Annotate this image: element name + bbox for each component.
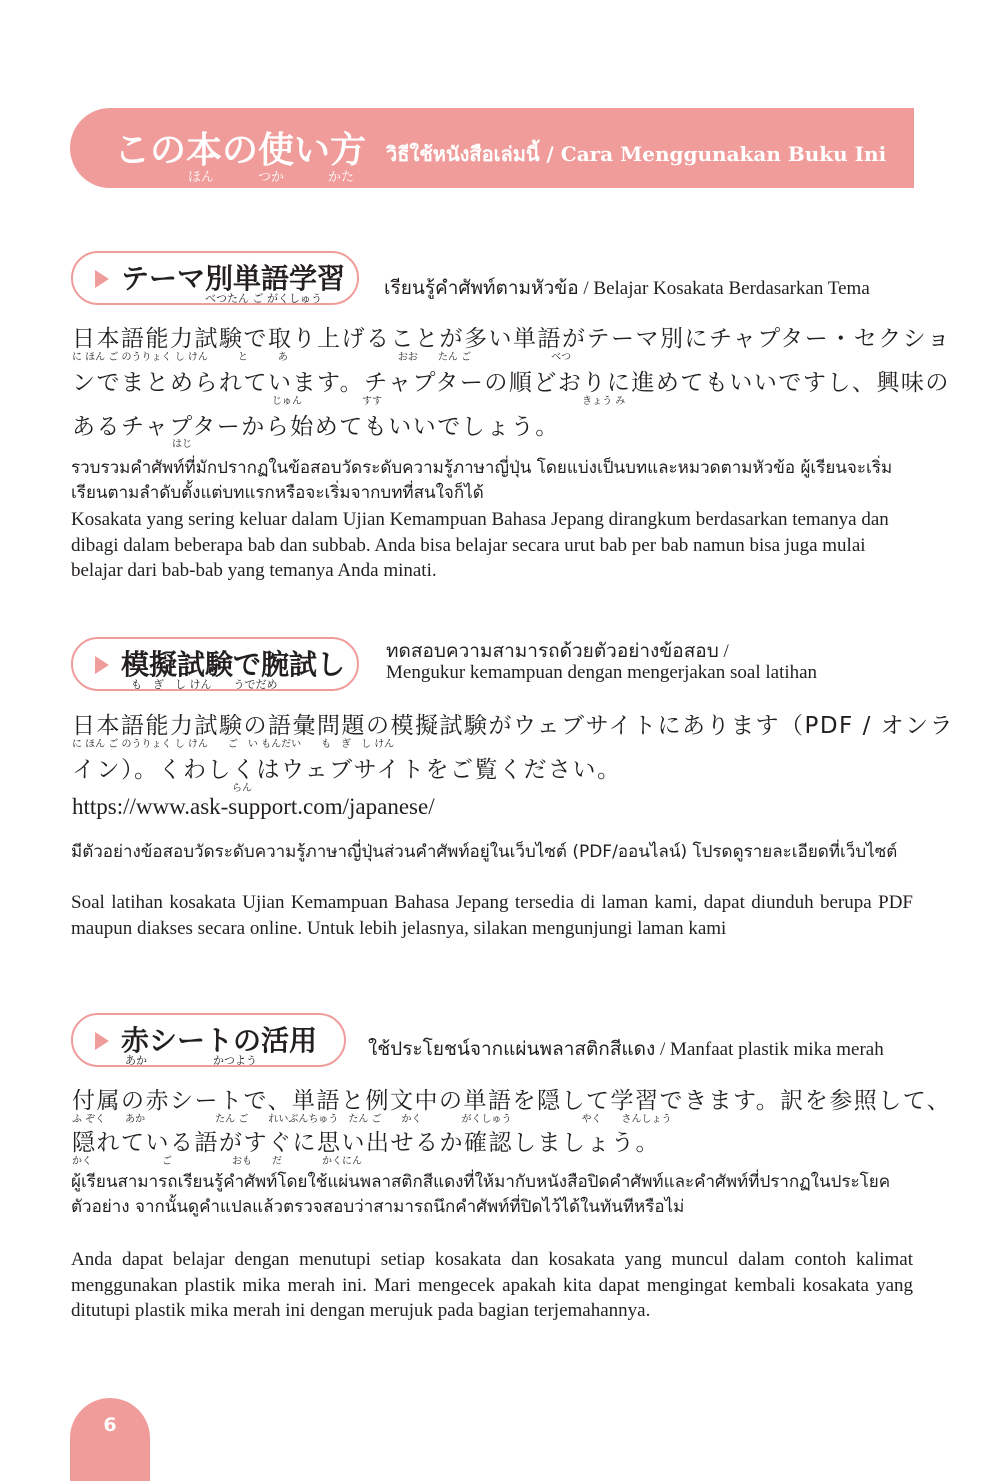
section-title: テーマ別単語学習: [121, 262, 346, 295]
jp-ruby-line: らん: [72, 783, 252, 794]
jp-ruby-line: かく ご おも だ かくにん: [72, 1156, 362, 1167]
triangle-bullet-icon: [95, 656, 109, 674]
section-title-ruby: べつたん ご がくしゅう: [205, 292, 322, 305]
title-ruby: かた: [328, 170, 355, 185]
title-ruby: つか: [258, 170, 285, 185]
jp-text-line: あるチャプターから始めてもいいでしょう。: [72, 414, 560, 440]
indonesian-paragraph: Kosakata yang sering keluar dalam Ujian Kemampuan Bahasa Jepang dirangkum berdasarkan temanya dan dibagi dalam beberapa bab dan subbab. Anda bisa belajar secara urut bab per bab namun bisa juga mulai belajar dari bab-bab yang temanya Anda minati.: [71, 509, 889, 581]
section-title: 模擬試験で腕試し: [121, 648, 346, 681]
indonesian-paragraph: Soal latihan kosakata Ujian Kemampuan Bahasa Jepang tersedia di laman kami, dapat diunduh berupa PDF maupun diakses secara online. Untuk lebih jelasnya, silakan mengunjungi laman kami: [71, 892, 913, 939]
page-subtitle: วิธีใช้หนังสือเล่มนี้ / Cara Menggunakan Buku Ini: [386, 142, 887, 166]
indonesian-paragraph: Anda dapat belajar dengan menutupi setiap kosakata dan kosakata yang muncul dalam contoh kalimat menggunakan plastik mika merah ini. Mari mengecek apakah kita dapat mengingat kembali kosakata yang ditutupi plastik mika merah ini dengan merujuk pada bagian terjemahannya.: [71, 1249, 913, 1321]
jp-text-line: 日本語能力試験の語彙問題の模擬試験がウェブサイトにあります（PDF / オンラ: [72, 713, 955, 739]
triangle-bullet-icon: [95, 1032, 109, 1050]
thai-paragraph: รวบรวมคำศัพท์ที่มักปรากฏในข้อสอบวัดระดับความรู้ภาษาญี่ปุ่น โดยแบ่งเป็นบทและหมวดตามหัวข้อ ผู้เรียนจะเริ่มเรียนตามลำดับตั้งแต่บทแรกหรือจะเริ่มจากบทที่สนใจก็ได้: [71, 458, 893, 503]
section-subtitle: Mengukur kemampuan dengan mengerjakan soal latihan: [386, 662, 818, 683]
thai-paragraph: ผู้เรียนสามารถเรียนรู้คำศัพท์โดยใช้แผ่นพลาสติกสีแดงที่ให้มากับหนังสือปิดคำศัพท์และคำศัพท์ที่ปรากฏในประโยคตัวอย่าง จากนั้นดูคำแปลแล้วตรวจสอบว่าสามารถนึกคำศัพท์ที่ปิดไว้ได้ในทันทีหรือไม่: [71, 1172, 891, 1217]
website-url[interactable]: https://www.ask-support.com/japanese/: [72, 794, 435, 819]
section-title-ruby: あか かつよう: [125, 1054, 257, 1067]
jp-ruby-line: に ほん ご のうりょく し けん と あ おお たん ご べつ: [72, 352, 572, 363]
jp-ruby-line: に ほん ご のうりょく し けん ご い もんだい も ぎ し けん: [72, 739, 395, 750]
jp-text-line: イン）。くわしくはウェブサイトをご覧ください。: [72, 757, 622, 783]
jp-ruby-line: はじ: [72, 439, 192, 450]
page-header: [70, 108, 914, 188]
jp-text-line: 隠れている語がすぐに思い出せるか確認しましょう。: [72, 1130, 660, 1156]
section-title: 赤シートの活用: [121, 1024, 318, 1057]
section-heading-mock-exam: [71, 637, 359, 691]
section-subtitle: ทดสอบความสามารถด้วยตัวอย่างข้อสอบ /: [386, 641, 729, 662]
section-subtitle: เรียนรู้คำศัพท์ตามหัวข้อ / Belajar Kosakata Berdasarkan Tema: [384, 278, 870, 299]
section-heading-red-sheet: [71, 1013, 346, 1067]
section-heading-theme-vocab: [71, 251, 359, 305]
jp-text-line: 付属の赤シートで、単語と例文中の単語を隠して学習できます。訳を参照して、: [72, 1088, 952, 1114]
page-number: 6: [103, 1414, 117, 1436]
triangle-bullet-icon: [95, 270, 109, 288]
jp-text-line: ンでまとめられています。チャプターの順どおりに進めてもいいですし、興味の: [72, 370, 950, 396]
thai-paragraph: มีตัวอย่างข้อสอบวัดระดับความรู้ภาษาญี่ปุ่นส่วนคำศัพท์อยู่ในเว็บไซต์ (PDF/ออนไลน์) โปรดดูรายละเอียดที่เว็บไซต์: [71, 842, 898, 862]
jp-ruby-line: じゅん すす きょう み: [72, 396, 626, 407]
jp-ruby-line: ふ ぞく あか たん ご れいぶんちゅう たん ご かく がくしゅう やく さんしょう: [72, 1114, 672, 1125]
jp-text-line: 日本語能力試験で取り上げることが多い単語がテーマ別にチャプター・セクショ: [72, 326, 952, 352]
section-title-ruby: も ぎ し けん うでだめ: [131, 678, 278, 691]
page-number-tab: [70, 1398, 150, 1481]
section-subtitle: ใช้ประโยชน์จากแผ่นพลาสติกสีแดง / Manfaat plastik mika merah: [368, 1039, 884, 1060]
page-title: この本の使い方: [114, 130, 367, 171]
title-ruby: ほん: [188, 170, 215, 185]
